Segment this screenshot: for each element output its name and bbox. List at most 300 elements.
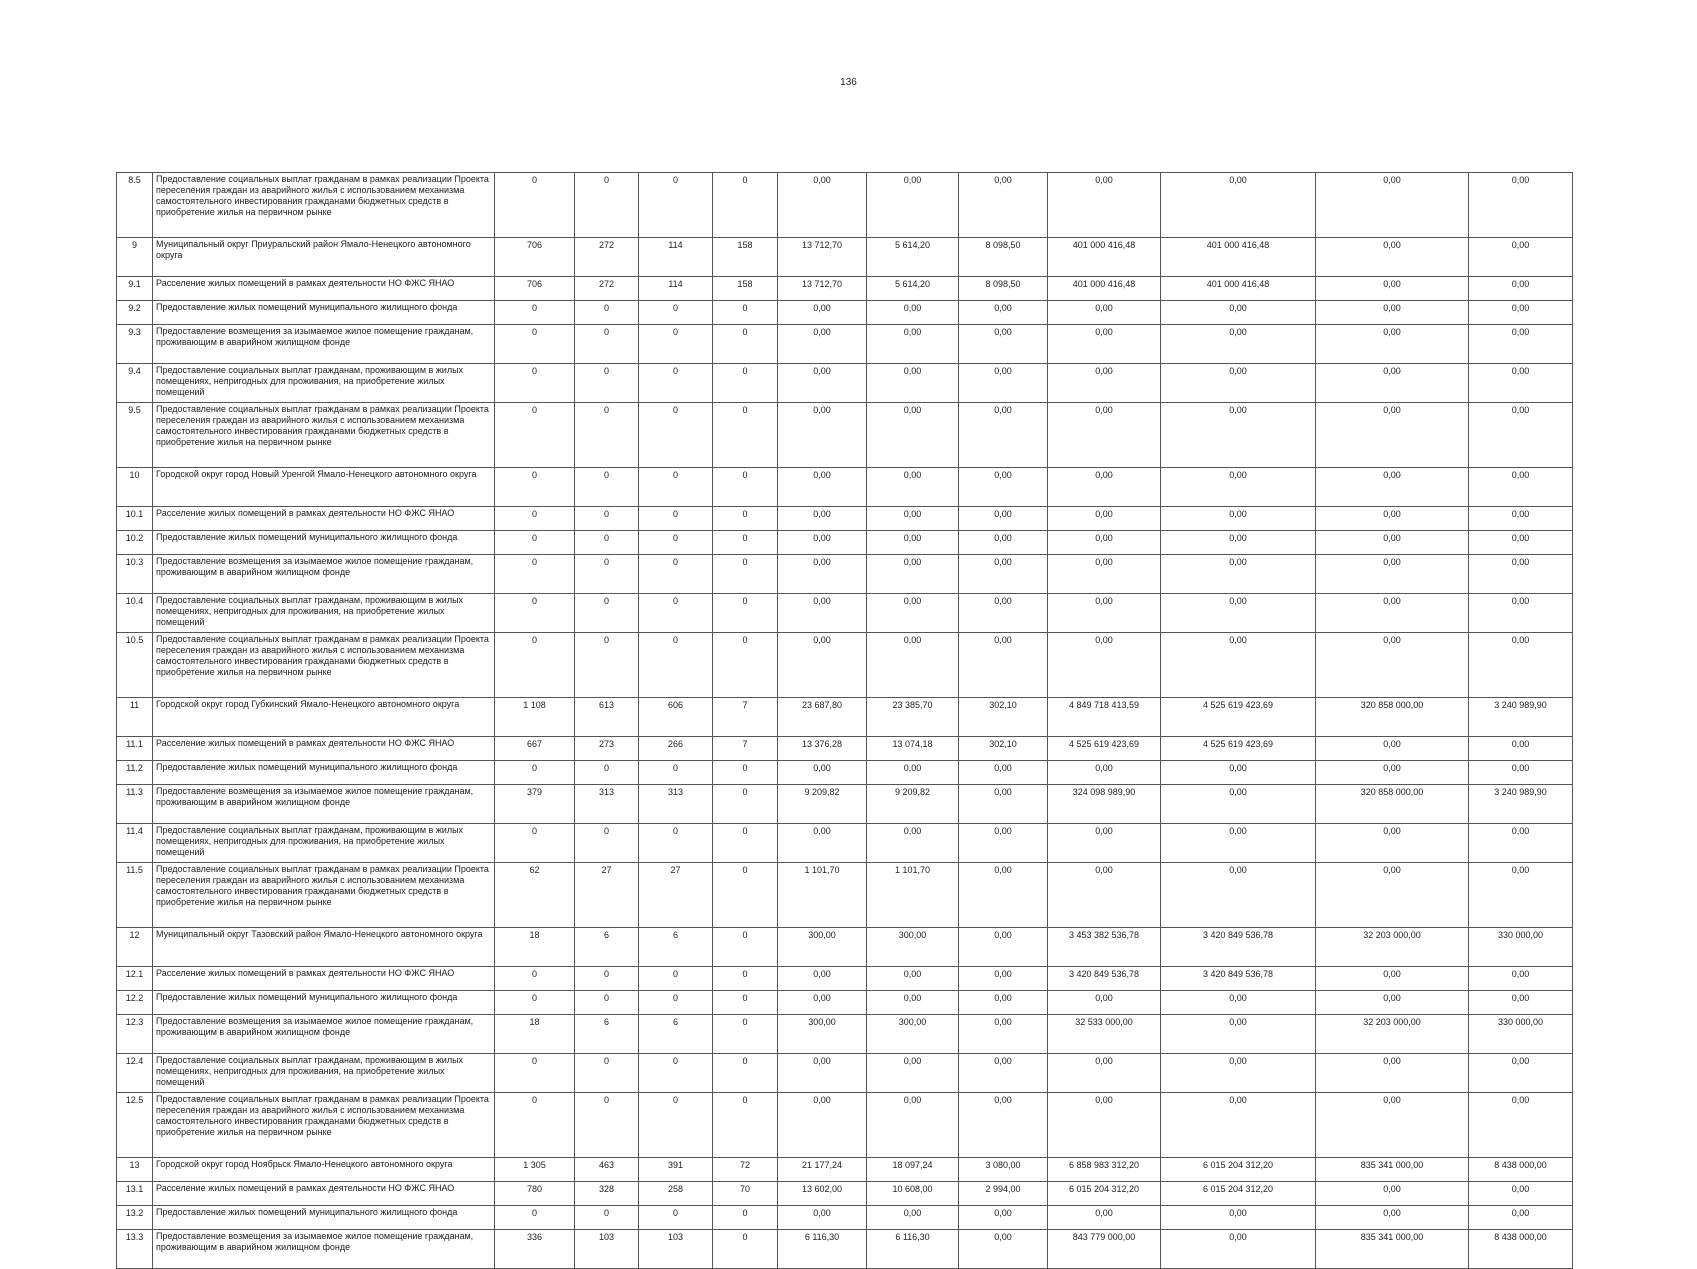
value-cell: 320 858 000,00 xyxy=(1316,698,1469,737)
value-cell: 0,00 xyxy=(867,633,959,698)
row-description-cell: Предоставление социальных выплат гражданам, проживающим в жилых помещениях, непригодных для проживания, на приобретение жилых помещений xyxy=(153,364,495,403)
value-cell: 0 xyxy=(495,507,575,531)
row-description-cell: Городской округ город Ноябрьск Ямало-Ненецкого автономного округа xyxy=(153,1158,495,1182)
row-number-cell: 12.1 xyxy=(117,967,153,991)
value-cell: 3 240 989,90 xyxy=(1469,785,1573,824)
value-cell: 9 209,82 xyxy=(778,785,867,824)
value-cell: 0 xyxy=(575,301,639,325)
value-cell: 8 098,50 xyxy=(959,238,1048,277)
row-description-cell: Предоставление социальных выплат гражданам в рамках реализации Проекта переселения граждан из аварийного жилья с использованием механизма самостоятельного инвестирования гражданами бюджетных средств в приобретение жилья на первичном рынке xyxy=(153,173,495,238)
value-cell: 0 xyxy=(639,555,713,594)
table-row xyxy=(117,1015,1573,1054)
value-cell: 0,00 xyxy=(1048,824,1161,863)
value-cell: 1 101,70 xyxy=(778,863,867,928)
table-row xyxy=(117,633,1573,698)
value-cell: 0,00 xyxy=(1469,863,1573,928)
value-cell: 0,00 xyxy=(778,761,867,785)
value-cell: 0,00 xyxy=(1469,991,1573,1015)
value-cell: 0,00 xyxy=(959,1054,1048,1093)
table-row xyxy=(117,1206,1573,1230)
value-cell: 0,00 xyxy=(1469,238,1573,277)
row-description-cell: Расселение жилых помещений в рамках деятельности НО ФЖС ЯНАО xyxy=(153,277,495,301)
value-cell: 379 xyxy=(495,785,575,824)
value-cell: 0,00 xyxy=(1161,1015,1316,1054)
value-cell: 13 376,28 xyxy=(778,737,867,761)
value-cell: 0,00 xyxy=(1469,1206,1573,1230)
value-cell: 4 849 718 413,59 xyxy=(1048,698,1161,737)
value-cell: 0,00 xyxy=(1161,761,1316,785)
value-cell: 0 xyxy=(713,468,778,507)
value-cell: 0 xyxy=(495,991,575,1015)
value-cell: 0 xyxy=(495,531,575,555)
row-number-cell: 10.1 xyxy=(117,507,153,531)
value-cell: 0,00 xyxy=(1469,325,1573,364)
value-cell: 667 xyxy=(495,737,575,761)
value-cell: 23 385,70 xyxy=(867,698,959,737)
value-cell: 0 xyxy=(639,531,713,555)
value-cell: 4 525 619 423,69 xyxy=(1161,698,1316,737)
table-row xyxy=(117,173,1573,238)
value-cell: 0 xyxy=(575,468,639,507)
value-cell: 72 xyxy=(713,1158,778,1182)
value-cell: 0 xyxy=(639,967,713,991)
value-cell: 0 xyxy=(575,555,639,594)
value-cell: 0 xyxy=(575,991,639,1015)
value-cell: 835 341 000,00 xyxy=(1316,1230,1469,1269)
value-cell: 0,00 xyxy=(867,1093,959,1158)
row-number-cell: 12 xyxy=(117,928,153,967)
row-description-cell: Предоставление возмещения за изымаемое жилое помещение гражданам, проживающим в аварийном жилищном фонде xyxy=(153,1230,495,1269)
value-cell: 0 xyxy=(495,594,575,633)
value-cell: 0 xyxy=(713,991,778,1015)
table-row xyxy=(117,1158,1573,1182)
value-cell: 0,00 xyxy=(1161,785,1316,824)
value-cell: 391 xyxy=(639,1158,713,1182)
value-cell: 0,00 xyxy=(1316,991,1469,1015)
value-cell: 0,00 xyxy=(1048,507,1161,531)
value-cell: 0,00 xyxy=(1316,737,1469,761)
value-cell: 0,00 xyxy=(867,507,959,531)
row-description-cell: Предоставление жилых помещений муниципального жилищного фонда xyxy=(153,761,495,785)
value-cell: 0 xyxy=(713,967,778,991)
value-cell: 0 xyxy=(639,1093,713,1158)
value-cell: 0,00 xyxy=(959,967,1048,991)
row-number-cell: 13.1 xyxy=(117,1182,153,1206)
value-cell: 0 xyxy=(495,325,575,364)
value-cell: 0,00 xyxy=(959,633,1048,698)
value-cell: 23 687,80 xyxy=(778,698,867,737)
value-cell: 0,00 xyxy=(1048,364,1161,403)
value-cell: 70 xyxy=(713,1182,778,1206)
value-cell: 0 xyxy=(639,403,713,468)
value-cell: 21 177,24 xyxy=(778,1158,867,1182)
value-cell: 0,00 xyxy=(959,991,1048,1015)
row-number-cell: 13.3 xyxy=(117,1230,153,1269)
value-cell: 0,00 xyxy=(959,863,1048,928)
value-cell: 0,00 xyxy=(778,555,867,594)
value-cell: 0 xyxy=(495,555,575,594)
value-cell: 0,00 xyxy=(778,325,867,364)
value-cell: 13 602,00 xyxy=(778,1182,867,1206)
row-number-cell: 12.5 xyxy=(117,1093,153,1158)
value-cell: 0,00 xyxy=(867,301,959,325)
row-number-cell: 10.4 xyxy=(117,594,153,633)
value-cell: 0,00 xyxy=(1316,301,1469,325)
value-cell: 0 xyxy=(575,173,639,238)
row-description-cell: Расселение жилых помещений в рамках деятельности НО ФЖС ЯНАО xyxy=(153,1182,495,1206)
row-description-cell: Предоставление социальных выплат гражданам, проживающим в жилых помещениях, непригодных для проживания, на приобретение жилых помещений xyxy=(153,594,495,633)
value-cell: 0 xyxy=(713,301,778,325)
value-cell: 0,00 xyxy=(959,761,1048,785)
value-cell: 0 xyxy=(713,325,778,364)
row-description-cell: Предоставление жилых помещений муниципального жилищного фонда xyxy=(153,301,495,325)
value-cell: 0,00 xyxy=(1469,824,1573,863)
value-cell: 0,00 xyxy=(959,301,1048,325)
value-cell: 0 xyxy=(713,863,778,928)
value-cell: 0,00 xyxy=(1048,325,1161,364)
value-cell: 0,00 xyxy=(1469,967,1573,991)
value-cell: 272 xyxy=(575,238,639,277)
value-cell: 0 xyxy=(495,468,575,507)
value-cell: 158 xyxy=(713,238,778,277)
table-row xyxy=(117,824,1573,863)
value-cell: 0,00 xyxy=(1048,301,1161,325)
row-number-cell: 11.3 xyxy=(117,785,153,824)
row-number-cell: 11.2 xyxy=(117,761,153,785)
value-cell: 0,00 xyxy=(1316,633,1469,698)
value-cell: 6 015 204 312,20 xyxy=(1161,1182,1316,1206)
value-cell: 330 000,00 xyxy=(1469,1015,1573,1054)
value-cell: 0,00 xyxy=(867,325,959,364)
row-description-cell: Муниципальный округ Тазовский район Ямало-Ненецкого автономного округа xyxy=(153,928,495,967)
value-cell: 0 xyxy=(713,928,778,967)
value-cell: 0,00 xyxy=(778,967,867,991)
value-cell: 0 xyxy=(639,594,713,633)
value-cell: 300,00 xyxy=(778,928,867,967)
value-cell: 0,00 xyxy=(1469,507,1573,531)
value-cell: 0,00 xyxy=(778,1206,867,1230)
value-cell: 0 xyxy=(639,173,713,238)
value-cell: 6 015 204 312,20 xyxy=(1048,1182,1161,1206)
value-cell: 0,00 xyxy=(1161,1206,1316,1230)
value-cell: 0,00 xyxy=(1469,594,1573,633)
value-cell: 32 203 000,00 xyxy=(1316,928,1469,967)
row-description-cell: Муниципальный округ Приуральский район Ямало-Ненецкого автономного округа xyxy=(153,238,495,277)
row-number-cell: 11.5 xyxy=(117,863,153,928)
value-cell: 27 xyxy=(575,863,639,928)
value-cell: 300,00 xyxy=(867,928,959,967)
value-cell: 3 453 382 536,78 xyxy=(1048,928,1161,967)
value-cell: 0 xyxy=(713,531,778,555)
value-cell: 0,00 xyxy=(1161,325,1316,364)
row-description-cell: Предоставление социальных выплат гражданам, проживающим в жилых помещениях, непригодных для проживания, на приобретение жилых помещений xyxy=(153,824,495,863)
value-cell: 5 614,20 xyxy=(867,277,959,301)
row-description-cell: Предоставление жилых помещений муниципального жилищного фонда xyxy=(153,1206,495,1230)
value-cell: 3 420 849 536,78 xyxy=(1161,967,1316,991)
value-cell: 13 712,70 xyxy=(778,238,867,277)
value-cell: 0,00 xyxy=(778,1054,867,1093)
row-number-cell: 11.4 xyxy=(117,824,153,863)
value-cell: 0 xyxy=(713,761,778,785)
value-cell: 0,00 xyxy=(1316,1206,1469,1230)
table-row xyxy=(117,301,1573,325)
value-cell: 0,00 xyxy=(778,1093,867,1158)
value-cell: 0,00 xyxy=(1161,507,1316,531)
value-cell: 10 608,00 xyxy=(867,1182,959,1206)
value-cell: 0,00 xyxy=(867,1054,959,1093)
value-cell: 0,00 xyxy=(867,594,959,633)
row-description-cell: Городской округ город Губкинский Ямало-Ненецкого автономного округа xyxy=(153,698,495,737)
table-row xyxy=(117,364,1573,403)
value-cell: 6 xyxy=(639,928,713,967)
value-cell: 0 xyxy=(575,364,639,403)
value-cell: 0 xyxy=(575,403,639,468)
value-cell: 0,00 xyxy=(867,468,959,507)
row-number-cell: 11 xyxy=(117,698,153,737)
value-cell: 0,00 xyxy=(778,991,867,1015)
value-cell: 0,00 xyxy=(1469,173,1573,238)
value-cell: 0,00 xyxy=(959,555,1048,594)
value-cell: 0,00 xyxy=(1161,403,1316,468)
value-cell: 0 xyxy=(495,1206,575,1230)
value-cell: 0 xyxy=(495,967,575,991)
value-cell: 0 xyxy=(713,1230,778,1269)
value-cell: 0,00 xyxy=(1161,468,1316,507)
value-cell: 0 xyxy=(495,761,575,785)
value-cell: 0 xyxy=(639,364,713,403)
value-cell: 3 240 989,90 xyxy=(1469,698,1573,737)
value-cell: 706 xyxy=(495,238,575,277)
value-cell: 780 xyxy=(495,1182,575,1206)
value-cell: 0,00 xyxy=(867,761,959,785)
value-cell: 0,00 xyxy=(1316,507,1469,531)
row-number-cell: 12.4 xyxy=(117,1054,153,1093)
value-cell: 302,10 xyxy=(959,737,1048,761)
value-cell: 0,00 xyxy=(1316,468,1469,507)
value-cell: 0,00 xyxy=(1161,863,1316,928)
value-cell: 0,00 xyxy=(1048,555,1161,594)
value-cell: 0,00 xyxy=(867,531,959,555)
value-cell: 0,00 xyxy=(1316,277,1469,301)
value-cell: 0 xyxy=(495,364,575,403)
value-cell: 0 xyxy=(575,507,639,531)
value-cell: 0,00 xyxy=(1048,594,1161,633)
value-cell: 0,00 xyxy=(1316,325,1469,364)
value-cell: 0 xyxy=(639,1206,713,1230)
row-number-cell: 13.2 xyxy=(117,1206,153,1230)
value-cell: 6 015 204 312,20 xyxy=(1161,1158,1316,1182)
value-cell: 0,00 xyxy=(959,928,1048,967)
value-cell: 0 xyxy=(639,325,713,364)
value-cell: 1 108 xyxy=(495,698,575,737)
value-cell: 6 116,30 xyxy=(778,1230,867,1269)
value-cell: 0,00 xyxy=(1469,364,1573,403)
value-cell: 27 xyxy=(639,863,713,928)
value-cell: 0,00 xyxy=(959,325,1048,364)
table-row xyxy=(117,991,1573,1015)
value-cell: 302,10 xyxy=(959,698,1048,737)
value-cell: 2 994,00 xyxy=(959,1182,1048,1206)
table-row xyxy=(117,238,1573,277)
table-row xyxy=(117,785,1573,824)
table-row xyxy=(117,1093,1573,1158)
value-cell: 272 xyxy=(575,277,639,301)
value-cell: 0,00 xyxy=(867,364,959,403)
value-cell: 0,00 xyxy=(1161,991,1316,1015)
value-cell: 0 xyxy=(575,1093,639,1158)
value-cell: 0 xyxy=(575,594,639,633)
value-cell: 0,00 xyxy=(778,824,867,863)
row-number-cell: 11.1 xyxy=(117,737,153,761)
value-cell: 0,00 xyxy=(1316,1093,1469,1158)
value-cell: 0,00 xyxy=(1469,737,1573,761)
value-cell: 0,00 xyxy=(1161,364,1316,403)
value-cell: 0,00 xyxy=(778,403,867,468)
value-cell: 6 116,30 xyxy=(867,1230,959,1269)
row-description-cell: Предоставление социальных выплат гражданам в рамках реализации Проекта переселения граждан из аварийного жилья с использованием механизма самостоятельного инвестирования гражданами бюджетных средств в приобретение жилья на первичном рынке xyxy=(153,633,495,698)
value-cell: 0,00 xyxy=(959,468,1048,507)
row-description-cell: Предоставление социальных выплат гражданам в рамках реализации Проекта переселения граждан из аварийного жилья с использованием механизма самостоятельного инвестирования гражданами бюджетных средств в приобретение жилья на первичном рынке xyxy=(153,863,495,928)
row-description-cell: Расселение жилых помещений в рамках деятельности НО ФЖС ЯНАО xyxy=(153,737,495,761)
row-description-cell: Предоставление возмещения за изымаемое жилое помещение гражданам, проживающим в аварийном жилищном фонде xyxy=(153,1015,495,1054)
value-cell: 0 xyxy=(713,173,778,238)
value-cell: 0,00 xyxy=(1161,173,1316,238)
value-cell: 6 xyxy=(575,1015,639,1054)
value-cell: 300,00 xyxy=(867,1015,959,1054)
value-cell: 0,00 xyxy=(778,364,867,403)
value-cell: 0,00 xyxy=(867,555,959,594)
value-cell: 0 xyxy=(713,364,778,403)
value-cell: 0,00 xyxy=(1048,468,1161,507)
value-cell: 0 xyxy=(713,1015,778,1054)
value-cell: 0,00 xyxy=(867,173,959,238)
row-description-cell: Предоставление возмещения за изымаемое жилое помещение гражданам, проживающим в аварийном жилищном фонде xyxy=(153,325,495,364)
value-cell: 0 xyxy=(575,824,639,863)
resettlement-table xyxy=(116,172,1573,1269)
value-cell: 320 858 000,00 xyxy=(1316,785,1469,824)
row-description-cell: Предоставление жилых помещений муниципального жилищного фонда xyxy=(153,531,495,555)
value-cell: 0 xyxy=(713,1206,778,1230)
row-number-cell: 10.2 xyxy=(117,531,153,555)
row-number-cell: 9 xyxy=(117,238,153,277)
value-cell: 0,00 xyxy=(1469,468,1573,507)
value-cell: 0,00 xyxy=(959,824,1048,863)
value-cell: 258 xyxy=(639,1182,713,1206)
value-cell: 0,00 xyxy=(1316,364,1469,403)
value-cell: 843 779 000,00 xyxy=(1048,1230,1161,1269)
value-cell: 0,00 xyxy=(959,403,1048,468)
value-cell: 0 xyxy=(575,633,639,698)
value-cell: 0,00 xyxy=(1161,555,1316,594)
value-cell: 313 xyxy=(639,785,713,824)
row-number-cell: 9.2 xyxy=(117,301,153,325)
value-cell: 18 xyxy=(495,1015,575,1054)
value-cell: 0 xyxy=(575,1206,639,1230)
value-cell: 0,00 xyxy=(1469,301,1573,325)
value-cell: 328 xyxy=(575,1182,639,1206)
value-cell: 336 xyxy=(495,1230,575,1269)
value-cell: 0 xyxy=(575,761,639,785)
value-cell: 114 xyxy=(639,277,713,301)
value-cell: 0,00 xyxy=(1316,863,1469,928)
row-description-cell: Предоставление социальных выплат гражданам в рамках реализации Проекта переселения граждан из аварийного жилья с использованием механизма самостоятельного инвестирования гражданами бюджетных средств в приобретение жилья на первичном рынке xyxy=(153,403,495,468)
value-cell: 32 203 000,00 xyxy=(1316,1015,1469,1054)
value-cell: 0,00 xyxy=(867,824,959,863)
value-cell: 0,00 xyxy=(959,173,1048,238)
value-cell: 0,00 xyxy=(1316,594,1469,633)
table-row xyxy=(117,277,1573,301)
value-cell: 0 xyxy=(713,1054,778,1093)
row-number-cell: 13 xyxy=(117,1158,153,1182)
table-row xyxy=(117,967,1573,991)
value-cell: 0 xyxy=(713,824,778,863)
value-cell: 401 000 416,48 xyxy=(1048,238,1161,277)
value-cell: 0,00 xyxy=(1316,824,1469,863)
value-cell: 0,00 xyxy=(1161,824,1316,863)
value-cell: 18 097,24 xyxy=(867,1158,959,1182)
value-cell: 0 xyxy=(639,301,713,325)
value-cell: 0,00 xyxy=(1161,633,1316,698)
value-cell: 0 xyxy=(495,1093,575,1158)
value-cell: 103 xyxy=(575,1230,639,1269)
value-cell: 0,00 xyxy=(1469,1093,1573,1158)
value-cell: 7 xyxy=(713,698,778,737)
value-cell: 0,00 xyxy=(1316,531,1469,555)
value-cell: 0 xyxy=(639,991,713,1015)
row-number-cell: 9.5 xyxy=(117,403,153,468)
value-cell: 3 420 849 536,78 xyxy=(1048,967,1161,991)
value-cell: 0,00 xyxy=(778,507,867,531)
value-cell: 4 525 619 423,69 xyxy=(1161,737,1316,761)
value-cell: 0,00 xyxy=(1469,531,1573,555)
value-cell: 613 xyxy=(575,698,639,737)
value-cell: 6 xyxy=(639,1015,713,1054)
value-cell: 300,00 xyxy=(778,1015,867,1054)
value-cell: 0 xyxy=(575,967,639,991)
value-cell: 0 xyxy=(713,555,778,594)
value-cell: 0 xyxy=(639,1054,713,1093)
value-cell: 0,00 xyxy=(778,594,867,633)
value-cell: 0,00 xyxy=(778,301,867,325)
value-cell: 9 209,82 xyxy=(867,785,959,824)
table-row xyxy=(117,1182,1573,1206)
row-description-cell: Предоставление социальных выплат гражданам, проживающим в жилых помещениях, непригодных для проживания, на приобретение жилых помещений xyxy=(153,1054,495,1093)
value-cell: 835 341 000,00 xyxy=(1316,1158,1469,1182)
table-row xyxy=(117,761,1573,785)
table-row xyxy=(117,468,1573,507)
value-cell: 0,00 xyxy=(1316,555,1469,594)
row-description-cell: Предоставление социальных выплат гражданам в рамках реализации Проекта переселения граждан из аварийного жилья с использованием механизма самостоятельного инвестирования гражданами бюджетных средств в приобретение жилья на первичном рынке xyxy=(153,1093,495,1158)
value-cell: 324 098 989,90 xyxy=(1048,785,1161,824)
value-cell: 0,00 xyxy=(1316,1054,1469,1093)
value-cell: 0 xyxy=(713,633,778,698)
table-row xyxy=(117,555,1573,594)
value-cell: 0,00 xyxy=(778,468,867,507)
value-cell: 62 xyxy=(495,863,575,928)
value-cell: 114 xyxy=(639,238,713,277)
value-cell: 0,00 xyxy=(867,1206,959,1230)
value-cell: 330 000,00 xyxy=(1469,928,1573,967)
value-cell: 0 xyxy=(575,531,639,555)
row-number-cell: 9.3 xyxy=(117,325,153,364)
value-cell: 0,00 xyxy=(1048,1206,1161,1230)
table-row xyxy=(117,507,1573,531)
table-row xyxy=(117,737,1573,761)
value-cell: 0 xyxy=(639,824,713,863)
value-cell: 0,00 xyxy=(778,173,867,238)
value-cell: 13 074,18 xyxy=(867,737,959,761)
row-number-cell: 12.2 xyxy=(117,991,153,1015)
